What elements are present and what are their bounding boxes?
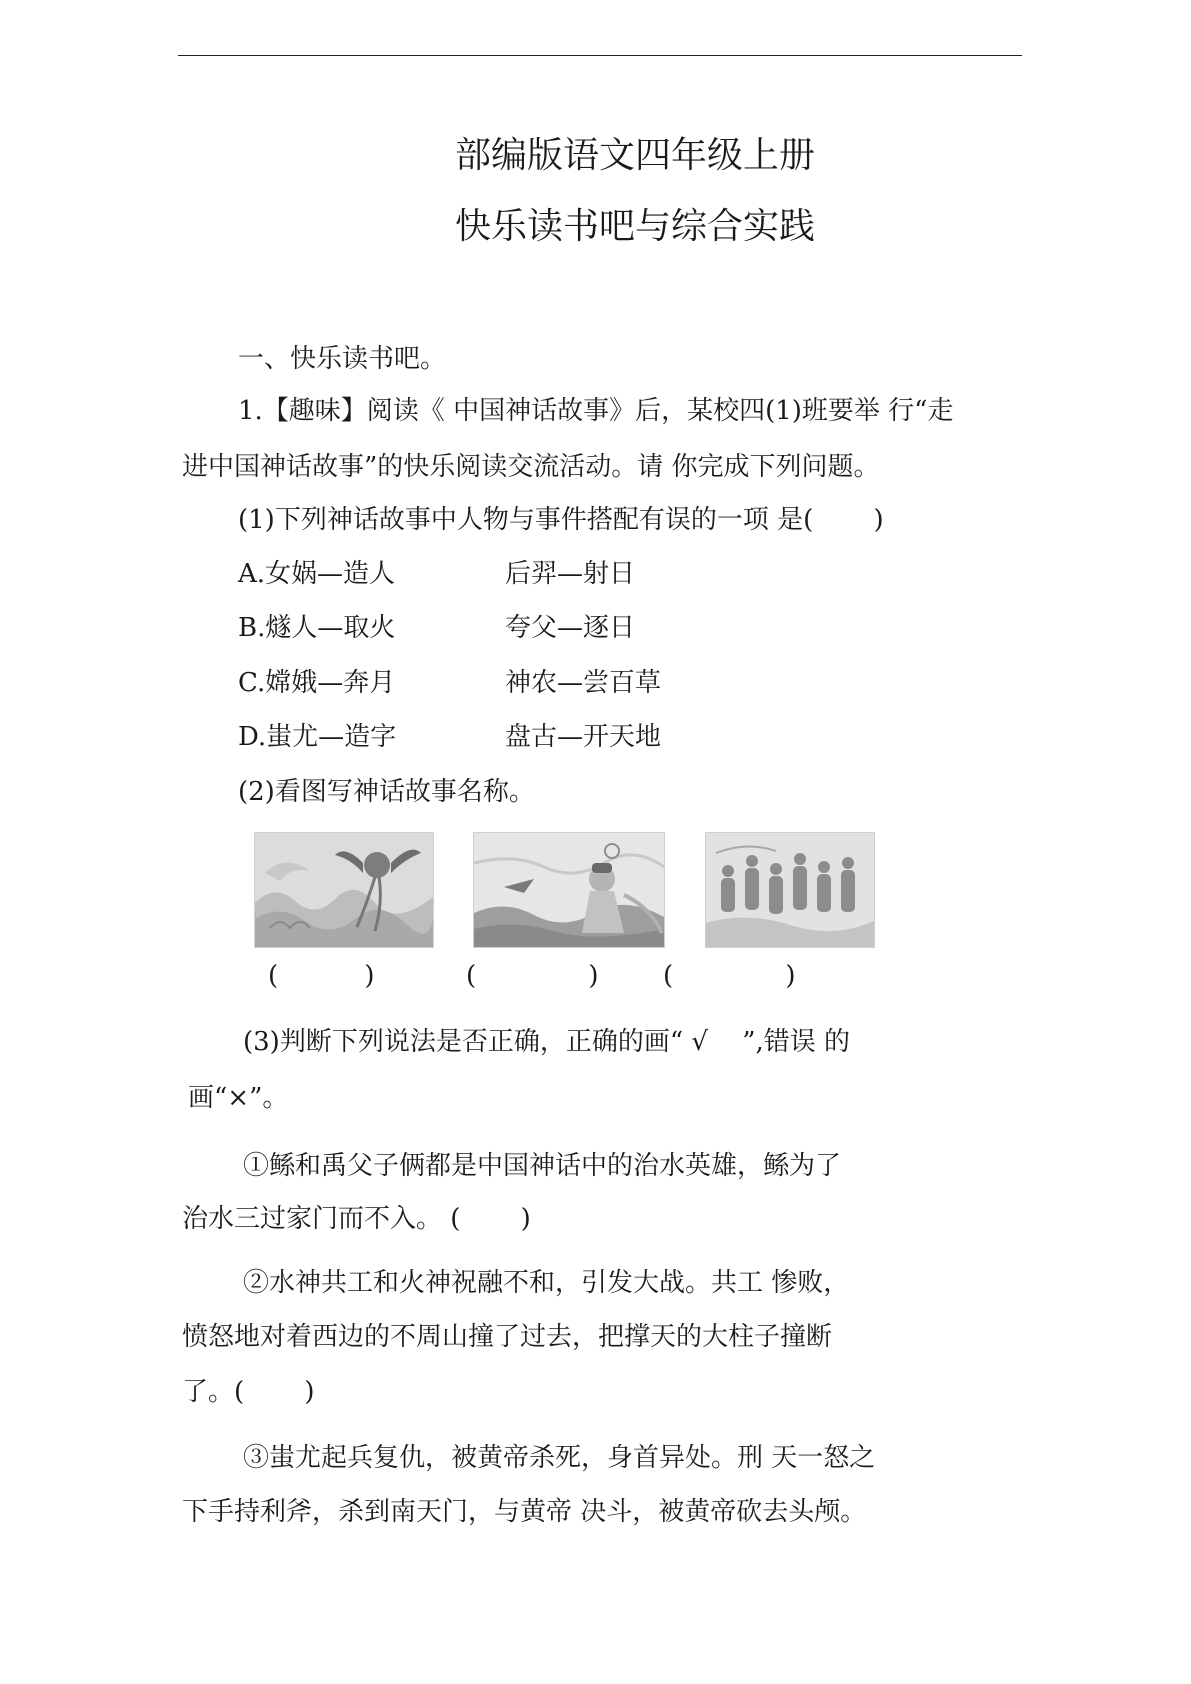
option-a: A.女娲—造人 — [238, 559, 396, 589]
header-rule — [178, 55, 1022, 56]
option-c-pair: 神农—尝百草 — [505, 668, 662, 698]
statement-1-line2: 治水三过家门而不入。 ( ) — [182, 1204, 531, 1234]
option-b-pair: 夸父—逐日 — [505, 613, 636, 643]
phoenix-over-waves-illustration — [254, 832, 434, 948]
option-d-pair: 盘古—开天地 — [505, 722, 662, 752]
statement-1-line1: ①鲧和禹父子俩都是中国神话中的治水英雄，鲧为了 — [243, 1151, 842, 1181]
picture-blank-1: ( ) — [268, 961, 375, 991]
section-heading: 一、快乐读书吧。 — [238, 344, 447, 374]
statement-2-line3: 了。( ) — [182, 1377, 315, 1407]
subquestion-3-line2: 画“×”。 — [188, 1083, 289, 1113]
statement-2-line1: ②水神共工和火神祝融不和，引发大战。共工 惨败， — [243, 1268, 850, 1298]
option-c: C.嫦娥—奔月 — [238, 668, 396, 698]
question-1-intro-line2: 进中国神话故事”的快乐阅读交流活动。请 你完成下列问题。 — [182, 452, 880, 482]
subquestion-3-line1: (3)判断下列说法是否正确，正确的画“ √ ”,错误 的 — [243, 1027, 851, 1057]
page-subtitle: 快乐读书吧与综合实践 — [455, 206, 816, 247]
option-b: B.燧人—取火 — [238, 613, 396, 643]
statement-2-line2: 愤怒地对着西边的不周山撞了过去，把撑天的大柱子撞断 — [182, 1322, 833, 1352]
question-1-intro-line1: 1.【趣味】阅读《 中国神话故事》后，某校四(1)班要举 行“走 — [238, 396, 954, 426]
option-a-pair: 后羿—射日 — [505, 559, 636, 589]
picture-blank-2: ( ) — [466, 961, 599, 991]
statement-3-line2: 下手持利斧，杀到南天门，与黄帝 决斗，被黄帝砍去头颅。 — [182, 1497, 867, 1527]
picture-blank-3: ( ) — [663, 961, 796, 991]
statement-3-line1: ③蚩尤起兵复仇，被黄帝杀死，身首异处。刑 天一怒之 — [243, 1443, 876, 1473]
page-title: 部编版语文四年级上册 — [455, 135, 816, 176]
subquestion-1: (1)下列神话故事中人物与事件搭配有误的一项 是( ) — [238, 505, 884, 535]
group-of-immortals-illustration — [705, 832, 875, 948]
girl-with-bird-over-sea-illustration — [473, 832, 665, 948]
subquestion-2: (2)看图写神话故事名称。 — [238, 777, 535, 807]
option-d: D.蚩尤—造字 — [238, 722, 397, 752]
